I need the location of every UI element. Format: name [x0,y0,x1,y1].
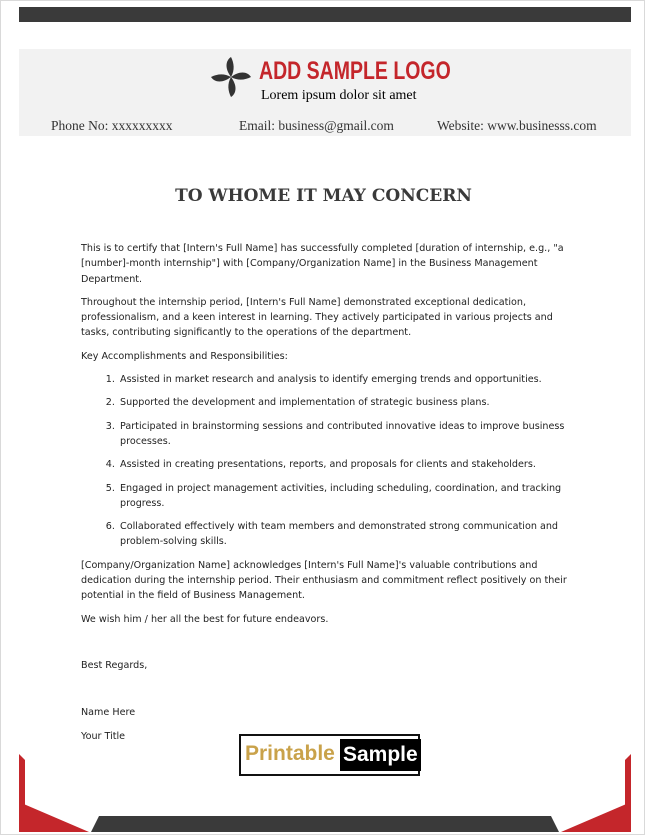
paragraph-intro: This is to certify that [Intern's Full Name] has successfully completed [duration of internship, e.g., "a [number]-month internship"] with [Company/Organization Name] in the Business Management Department. [81,243,564,285]
paragraph-wishes: We wish him / her all the best for future endeavors. [81,613,329,625]
list-item: 5. Engaged in project management activities, including scheduling, coordination, and tracking progress. [118,481,571,512]
watermark-sample: Sample [340,739,421,771]
letterhead [19,49,631,136]
footer-decoration [19,746,631,832]
top-dark-bar [19,7,631,22]
paragraph-acknowledgement: [Company/Organization Name] acknowledges [Intern's Full Name]'s valuable contributions and dedication during the internship period. Their enthusiasm and commitment reflect positively on their potential in the field of Business Management. [81,559,567,602]
paragraph-performance: Throughout the internship period, [Intern's Full Name] demonstrated exceptional dedication, professionalism, and a keen interest in learning. They actively participated in various projects and tasks, contributing significantly to the operations of the department. [81,296,553,339]
list-item: 1. Assisted in market research and analysis to identify emerging trends and opportunities. [118,372,571,387]
watermark-printable: Printable [245,742,335,765]
list-item: 4. Assisted in creating presentations, reports, and proposals for clients and stakeholders. [118,457,571,472]
logo-name: ADD SAMPLE LOGO [259,57,451,85]
signer-title: Your Title [81,731,126,742]
company-logo [209,55,451,103]
letter-body [81,241,571,635]
closing-regards: Best Regards, [81,660,148,671]
contact-website: Website: www.businesss.com [437,118,597,133]
list-item: 6. Collaborated effectively with team members and demonstrated strong communication and problem-solving skills. [118,519,571,550]
pinwheel-logo-icon [209,55,253,99]
list-item: 2. Supported the development and implementation of strategic business plans. [118,395,571,410]
accomplishments-list [81,372,571,550]
logo-tagline: Lorem ipsum dolor sit amet [261,88,417,103]
contact-email: Email: business@gmail.com [239,118,394,133]
signer-name: Name Here [81,707,136,718]
accomplishments-heading: Key Accomplishments and Responsibilities: [81,350,288,362]
list-item: 3. Participated in brainstorming sessions and contributed innovative ideas to improve business processes. [118,419,571,450]
contact-phone: Phone No: xxxxxxxxx [51,118,173,133]
letter-title: TO WHOME IT MAY CONCERN [175,186,472,206]
